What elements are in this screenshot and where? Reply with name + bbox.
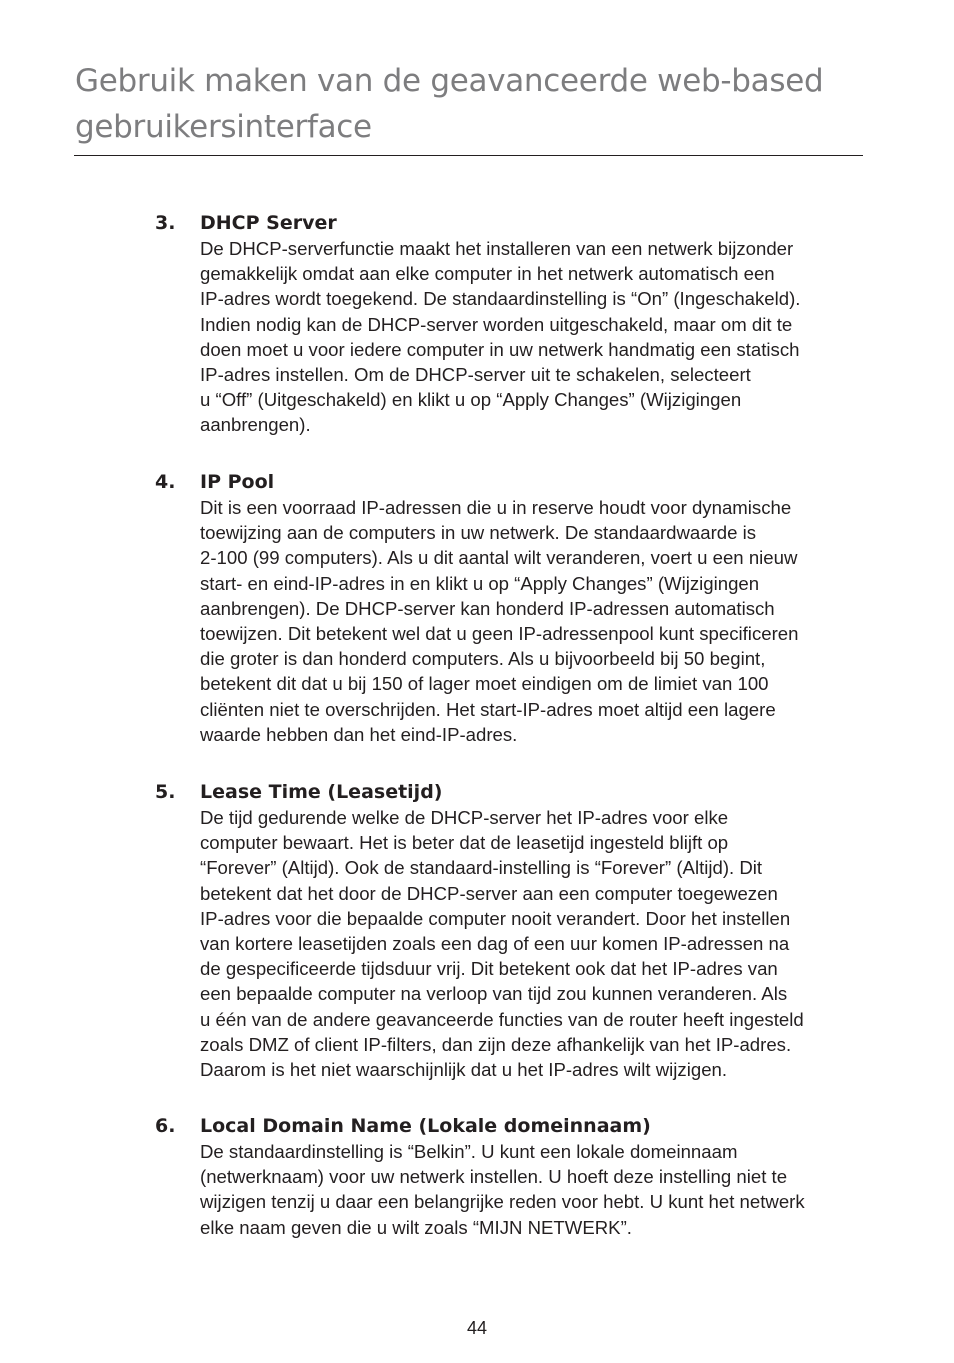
section-local-domain-name — [155, 1113, 865, 1240]
section-number: 3. — [155, 212, 176, 234]
section-number: 5. — [155, 781, 176, 803]
section-ip-pool — [155, 469, 865, 747]
title-divider — [74, 155, 863, 156]
section-body: De DHCP-serverfunctie maakt het installeren van een netwerk bijzonder gemakkelijk omdat aan elke computer in het netwerk automatisch een IP-adres wordt toegekend. De standaardinstelling is “On” (Ingeschakeld). Indien nodig kan de DHCP-server worden uitgeschakeld, maar om dit te doen moet u voor iedere computer in uw netwerk handmatig een statisch IP-adres instellen. Om de DHCP-server uit te schakelen, selecteert u “Off” (Uitgeschakeld) en klikt u op “Apply Changes” (Wijzigingen aanbrengen). — [200, 238, 801, 436]
section-dhcp-server — [155, 210, 865, 438]
section-heading: Local Domain Name (Lokale domeinnaam) — [200, 1115, 651, 1137]
section-body: De tijd gedurende welke de DHCP-server het IP-adres voor elke computer bewaart. Het is beter dat de leasetijd ingesteld blijft op “Forever” (Altijd). Ook de standaard-instelling is “Forever” (Altijd). Dit betekent dat het door de DHCP-server aan een computer toegewezen IP-adres voor die bepaalde computer nooit verandert. Door het instellen van kortere leasetijden zoals een dag of een uur komen IP-adressen na de gespecificeerde tijdsduur vrij. Dit betekent ook dat het IP-adres van een bepaalde computer na verloop van tijd zou kunnen veranderen. Als u één van de andere geavanceerde functies van de router heeft ingesteld zoals DMZ of client IP-filters, dan zijn deze afhankelijk van het IP-adres. Daarom is het niet waarschijnlijk dat u het IP-adres wilt wijzigen. — [200, 807, 804, 1081]
section-heading: IP Pool — [200, 471, 275, 493]
section-header — [155, 210, 865, 236]
page-number: 44 — [466, 1318, 488, 1338]
section-heading: DHCP Server — [200, 212, 337, 234]
section-number: 6. — [155, 1115, 176, 1137]
section-header — [155, 1113, 865, 1139]
section-header — [155, 779, 865, 805]
page-title: Gebruik maken van de geavanceerde web-based gebruikersinterface — [75, 63, 824, 145]
section-body: Dit is een voorraad IP-adressen die u in reserve houdt voor dynamische toewijzing aan de computers in uw netwerk. De standaardwaarde is 2-100 (99 computers). Als u dit aantal wilt veranderen, voert u een nieuw start- en eind-IP-adres in en klikt u op “Apply Changes” (Wijzigingen aanbrengen). De DHCP-server kan honderd IP-adressen automatisch toewijzen. Dit betekent wel dat u geen IP-adressenpool kunt specificeren die groter is dan honderd computers. Als u bijvoorbeeld bij 50 begint, betekent dit dat u bij 150 of lager moet eindigen om de limiet van 100 cliënten niet te overschrijden. Het start-IP-adres moet altijd een lagere waarde hebben dan het eind-IP-adres. — [200, 497, 799, 745]
section-body: De standaardinstelling is “Belkin”. U kunt een lokale domeinnaam (netwerknaam) voor uw netwerk instellen. U hoeft deze instelling niet te wijzigen tenzij u daar een belangrijke reden voor hebt. U kunt het netwerk elke naam geven die u wilt zoals “MIJN NETWERK”. — [200, 1141, 805, 1238]
section-number: 4. — [155, 471, 176, 493]
section-header — [155, 469, 865, 495]
section-lease-time — [155, 779, 865, 1082]
section-heading: Lease Time (Leasetijd) — [200, 781, 443, 803]
